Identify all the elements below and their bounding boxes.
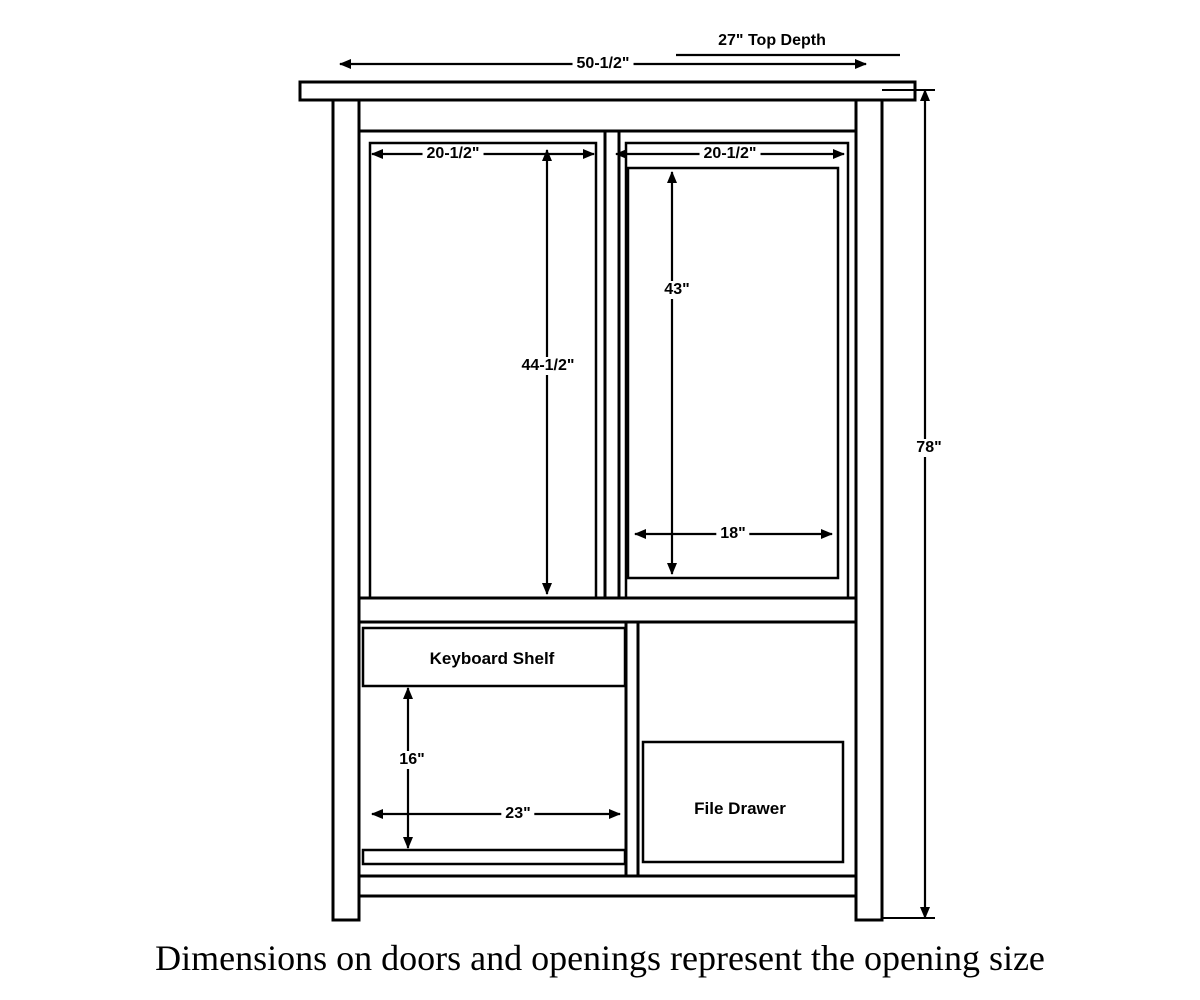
dim-label-right-inner-height: 43": [660, 281, 693, 299]
dim-label-lower-opening-width: 23": [501, 805, 534, 823]
drawing-caption: Dimensions on doors and openings represent the opening size: [155, 938, 1045, 978]
dim-label-right-inner-width: 18": [716, 525, 749, 543]
dim-label-left-door-width: 20-1/2": [423, 145, 484, 163]
part-label-keyboard-shelf: Keyboard Shelf: [429, 649, 555, 668]
dim-label-lower-opening-height: 16": [395, 751, 428, 769]
dim-label-overall-height: 78": [912, 439, 945, 457]
dim-label-top-depth: 27" Top Depth: [714, 32, 830, 50]
dim-label-overall-width: 50-1/2": [573, 55, 634, 73]
part-label-file-drawer: File Drawer: [694, 799, 786, 818]
cabinet-outline: [300, 82, 915, 920]
dim-label-left-opening-height: 44-1/2": [518, 357, 579, 375]
dim-label-right-door-width: 20-1/2": [700, 145, 761, 163]
